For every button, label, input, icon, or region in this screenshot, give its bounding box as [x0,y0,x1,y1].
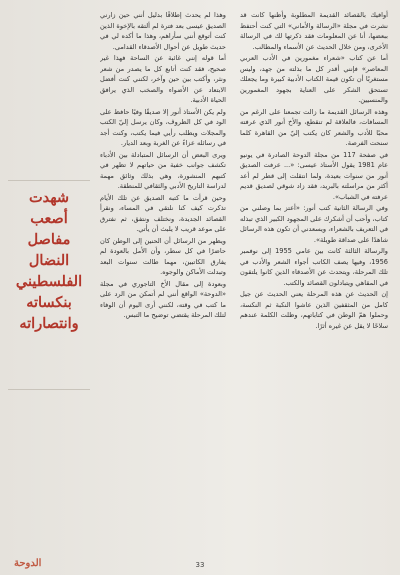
magazine-logo: الدوحة [14,558,42,569]
paragraph: وفي الرسالة الثانية كتب أنور: «أعتز بما وصلني من كتاب، وأحب أن أشكرك على المجهود الكبير الذي تبذله في التعريف بالشعراء، ويسعدني أن تكون هذه الرسائل شاهدًا على صداقة طويلة». [240,204,388,244]
article-column-right [240,10,388,552]
paragraph: وهذه الرسائل القديمة ما زالت تجمعنا على الرغم من المسافات، فالعلاقة لم تنقطع، والأخ أنور الذي عرفته محبًا للأدب والشعر كان يكتب إليّ من القاهرة كلما سنحت الفرصة. [240,107,388,147]
paragraph: أوافيك بالقصائد القديمة المطلوبة وأظنها كانت قد نشرت في مجلة «الرسالة والأماني» التي كنت أحتفظ ببعضها، أنا عن المعلومات فقد ذكرتها لك في الرسالة الأخرى، ومن خلال الحديث عن الأسماء والمطالب. [240,11,388,51]
paragraph: والرسالة الثالثة كانت بين عامي 1955 إلى نوفمبر 1956، وفيها يصف الكاتب أجواء الشعر والأدب في تلك المرحلة، ويتحدث عن الأصدقاء الذين كانوا يلتقون في المقاهي ويتبادلون القصائد والكتب. [240,247,388,287]
paragraph: ويظهر من الرسائل أن الحنين إلى الوطن كان حاضرًا في كل سطر، وأن الأمل بالعودة لم يفارق الكاتبين، مهما طالت سنوات البعد وتبدلت الأماكن والوجوه. [100,236,226,276]
paragraph: إن الحديث عن هذه المرحلة يعني الحديث عن جيل كامل من المثقفين الذين عاشوا النكبة ثم النكسة، وحملوا همّ الوطن في كتاباتهم، وظلت الكلمة عندهم سلاحًا لا يقل عن غيره أثرًا. [240,290,388,330]
page-footer [0,553,400,575]
paragraph: أما قوله إنني غائبة عن الساحة فهذا غير صحيح، فقد كنت أتابع كل ما يصدر من شعر ونثر، وأكتب بين حين وآخر، لكنني كنت أفضل الابتعاد عن الأضواء والصخب الذي يرافق الحياة الأدبية. [100,54,226,104]
paragraph: وبعودة إلى مقال الأخ التاجوري في مجلة «الدوحة» الواقع أنني لم أتمكن من الرد على ما كتب في وقته، لكنني أرى اليوم أن الوفاء لتلك المرحلة يقتضي توضيح ما التبس. [100,279,226,319]
pull-quote: شهدت أصعب مفاصل النضال الفلسطيني بنكساته وانتصاراته [8,180,90,390]
paragraph: وهذا لم يحدث إطلاقًا بدليل أنني حين زارني الصديق عيسى بعد فترة لم ألتقه بالإخوة الذين كنت أتوقع أنني سأراهم، وهذا ما أكده لي في حديث طويل عن أحوال الأصدقاء القدامى. [100,11,226,51]
article-column-left [100,10,226,552]
paragraph: في صفحة 117 من مجلة الدوحة الصادرة في يونيو عام 1981 يقول الأستاذ عيسى: «... عرفت الصديق أنور من سنوات بعيدة، ولما انتقلت إلى قطر لم أعد أكثر من مراسلته بالبريد، فقد زاد شوقي لصديق قديم عرفته في الشباب». [240,150,388,201]
paragraph: ويرى البعض أن الرسائل المتبادلة بين الأدباء تكشف جوانب خفية من حياتهم لا تظهر في كتبهم المنشورة، وهي بذلك وثائق مهمة لدراسة التاريخ الأدبي والثقافي للمنطقة. [100,150,226,190]
paragraph: ولم يكن الأستاذ أنور إلا صديقًا وفيًا حافظ على الود في كل الظروف، وكان يرسل إليّ الكتب والمجلات ويطلب رأيي فيما يكتب، وكنت أجد في رسائله عزاءً عن الغربة وبعد الديار. [100,107,226,147]
paragraph: أما عن كتاب «شعراء مغمورين في الأدب العربي المعاصر» فإنني أقدر كل ما بذلته من جهد، وليس مستغربًا أن تكون قيمة الكتاب الأدبية كبيرة وما يجعلك تستحق الشكر على العناية بجهود المغمورين والمنسيين. [240,54,388,104]
page-number: 33 [195,561,205,569]
paragraph: وحين قرأت ما كتبه الصديق عن تلك الأيام تذكرت كيف كنا نلتقي في المساء، ونقرأ القصائد الجديدة، ونختلف ونتفق، ثم نفترق على موعد قريب لا يلبث أن يأتي. [100,193,226,233]
